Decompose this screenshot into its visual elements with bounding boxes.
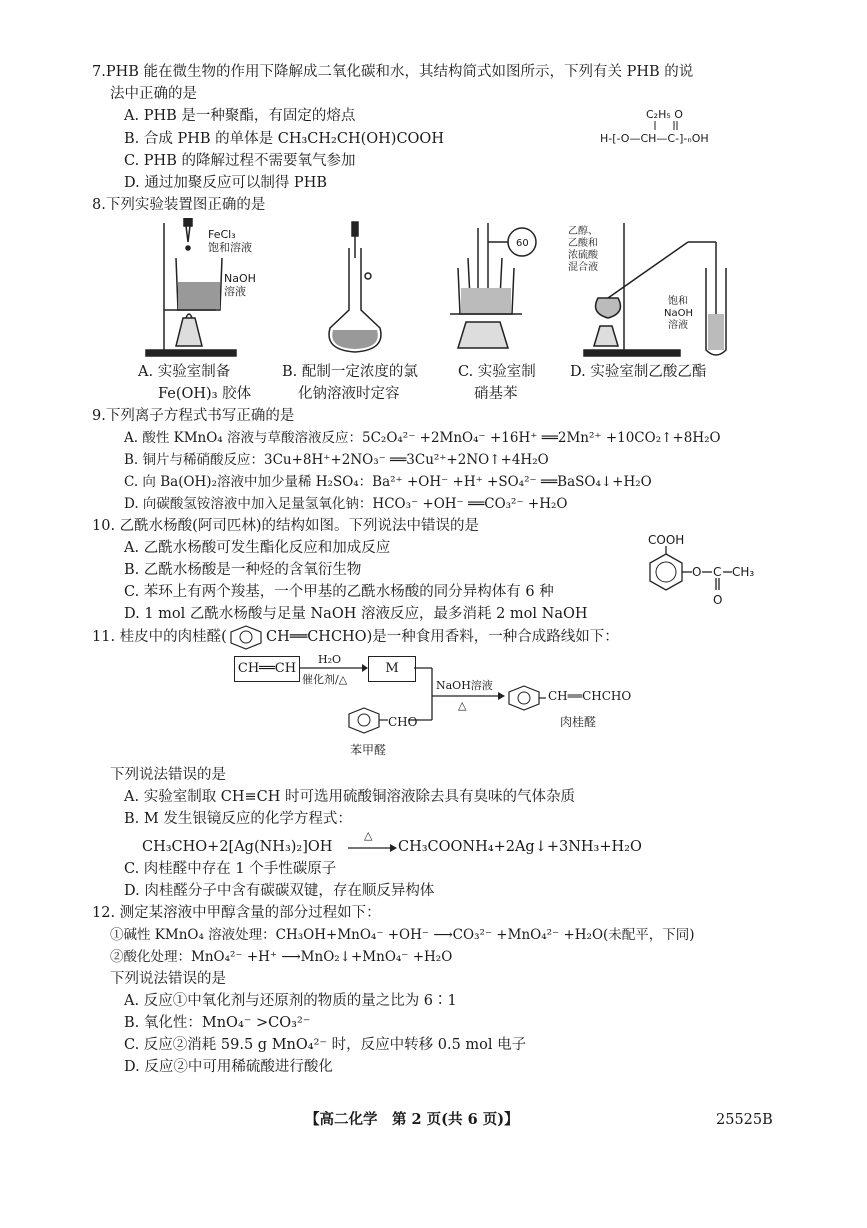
q10-option-b: B. 乙酰水杨酸是一种烃的含氧衍生物	[124, 562, 362, 578]
q10-option-c: C. 苯环上有两个羧基，一个甲基的乙酰水杨酸的同分异构体有 6 种	[124, 584, 554, 600]
q12-option-c: C. 反应②消耗 59.5 g MnO₄²⁻ 时，反应中转移 0.5 mol 电子	[124, 1037, 527, 1053]
label-c-temp: 60	[516, 238, 529, 249]
apparatus-d	[584, 223, 726, 356]
page-footer: 【高二化学 第 2 页(共 6 页)】	[305, 1111, 519, 1128]
caption-a-line1: A. 实验室制备	[138, 364, 231, 380]
q11-b-equation-right: CH₃COONH₄+2Ag↓+3NH₃+H₂O	[398, 839, 642, 855]
label-a2: 饱和溶液	[208, 241, 252, 254]
q12-stem: 12. 测定某溶液中甲醇含量的部分过程如下：	[92, 905, 381, 921]
product-name: 肉桂醛	[560, 715, 597, 729]
label-d2: 乙酸和	[568, 238, 598, 249]
route-arrow-1-top: H₂O	[318, 653, 342, 666]
q7-stem-line2: 法中正确的是	[110, 86, 197, 102]
q11-option-b: B. M 发生银镜反应的化学方程式：	[124, 811, 352, 827]
q12-wrong: 下列说法错误的是	[110, 971, 226, 987]
q11-stem-b: CH══CHCHO)是一种食用香料，一种合成路线如下：	[266, 629, 619, 645]
q12-step-1: ①碱性 KMnO₄ 溶液处理：CH₃OH+MnO₄⁻ +OH⁻ ⟶CO₃²⁻ +MnO₄²⁻ +H₂O(未配平，下同)	[110, 927, 695, 943]
aspirin-c: C	[713, 565, 722, 579]
q12-option-a: A. 反应①中氧化剂与还原剂的物质的量之比为 6∶1	[124, 993, 457, 1009]
label-d6: NaOH	[664, 308, 693, 319]
route-arrow-1-bottom: 催化剂/△	[302, 673, 348, 686]
q7-stem-line1: 7.PHB 能在微生物的作用下降解成二氧化碳和水，其结构简式如图所示，下列有关 PHB 的说	[92, 64, 694, 80]
aspirin-o2: O	[713, 593, 723, 607]
aspirin-cooh: COOH	[648, 533, 685, 547]
benzaldehyde-ring-icon	[346, 706, 388, 736]
q11-stem-a: 11. 桂皮中的肉桂醛(	[92, 629, 227, 645]
product-benzene-icon	[506, 684, 546, 712]
label-d7: 溶液	[668, 320, 688, 331]
caption-b-line2: 化钠溶液时定容	[298, 386, 400, 402]
q12-option-d: D. 反应②中可用稀硫酸进行酸化	[124, 1059, 333, 1075]
q11-option-c: C. 肉桂醛中存在 1 个手性碳原子	[124, 861, 337, 877]
caption-c-line2: 硝基苯	[474, 386, 518, 402]
q12-step-2: ②酸化处理：MnO₄²⁻ +H⁺ ⟶MnO₂↓+MnO₄⁻ +H₂O	[110, 949, 453, 965]
exam-code: 25525B	[716, 1112, 773, 1128]
route-box-acetylene: CH══CH	[234, 656, 300, 682]
q9-option-a: A. 酸性 KMnO₄ 溶液与草酸溶液反应：5C₂O₄²⁻ +2MnO₄⁻ +16H⁺ ══2Mn²⁺ +10CO₂↑+8H₂O	[124, 430, 721, 446]
q10-option-a: A. 乙酰水杨酸可发生酯化反应和加成反应	[124, 540, 391, 556]
q7-option-d: D. 通过加聚反应可以制得 PHB	[124, 175, 327, 191]
label-a1: FeCl₃	[208, 228, 236, 241]
label-d1: 乙醇、	[568, 226, 598, 237]
q7-option-a: A. PHB 是一种聚酯，有固定的熔点	[124, 108, 356, 124]
q7-option-b: B. 合成 PHB 的单体是 CH₃CH₂CH(OH)COOH	[124, 131, 444, 147]
q9-option-c: C. 向 Ba(OH)₂溶液中加少量稀 H₂SO₄：Ba²⁺ +OH⁻ +H⁺ +SO₄²⁻ ══BaSO₄↓+H₂O	[124, 474, 652, 490]
q10-stem: 10. 乙酰水杨酸(阿司匹林)的结构如图。下列说法中错误的是	[92, 518, 479, 534]
aspirin-ch3: CH₃	[732, 565, 755, 579]
product-formula: CH══CHCHO	[548, 689, 632, 703]
route-box-m: M	[368, 656, 416, 682]
q11-option-a: A. 实验室制取 CH≡CH 时可选用硫酸铜溶液除去具有臭味的气体杂质	[124, 789, 576, 805]
q7-option-c: C. PHB 的降解过程不需要氧气参加	[124, 153, 356, 169]
label-a3: NaOH	[224, 272, 256, 285]
caption-b-line1: B. 配制一定浓度的氯	[282, 364, 418, 380]
label-d5: 饱和	[668, 296, 688, 307]
q8-apparatus-figures	[128, 218, 768, 363]
q9-option-b: B. 铜片与稀硝酸反应：3Cu+8H⁺+2NO₃⁻ ══3Cu²⁺+2NO↑+4H₂O	[124, 452, 549, 468]
route-arrow-2-top: NaOH溶液	[436, 679, 493, 692]
caption-a-line2: Fe(OH)₃ 胶体	[158, 386, 252, 402]
phb-structure-top: C₂H₅ O	[646, 108, 683, 121]
q9-stem: 9.下列离子方程式书写正确的是	[92, 408, 295, 424]
benzaldehyde-formula: CHO	[388, 715, 418, 729]
phb-structure	[598, 102, 728, 152]
label-d3: 浓硫酸	[568, 250, 598, 261]
q11-b-equation-delta: △	[364, 829, 373, 842]
aspirin-structure	[636, 532, 766, 612]
q9-option-d: D. 向碳酸氢铵溶液中加入足量氢氧化钠：HCO₃⁻ +OH⁻ ══CO₃²⁻ +H₂O	[124, 496, 568, 512]
benzaldehyde-name: 苯甲醛	[350, 743, 387, 757]
caption-c-line1: C. 实验室制	[458, 364, 536, 380]
q8-stem: 8.下列实验装置图正确的是	[92, 197, 266, 213]
phb-structure-main: H-[-O—CH—C-]-ₙOH	[600, 132, 709, 145]
benzene-ring-icon	[228, 624, 264, 650]
route-arrow-2-bottom: △	[458, 699, 467, 712]
label-d4: 混合液	[568, 262, 598, 273]
q11-wrong: 下列说法错误的是	[110, 767, 226, 783]
label-a4: 溶液	[224, 285, 246, 298]
q11-option-d: D. 肉桂醛分子中含有碳碳双键，存在顺反异构体	[124, 883, 435, 899]
caption-d: D. 实验室制乙酸乙酯	[570, 364, 707, 380]
q10-option-d: D. 1 mol 乙酰水杨酸与足量 NaOH 溶液反应，最多消耗 2 mol NaOH	[124, 606, 588, 622]
q11-b-equation-left: CH₃CHO+2[Ag(NH₃)₂]OH	[142, 839, 333, 855]
q12-option-b: B. 氧化性：MnO₄⁻ >CO₃²⁻	[124, 1015, 311, 1031]
aspirin-o: O	[692, 565, 702, 579]
apparatus-b	[329, 222, 381, 352]
